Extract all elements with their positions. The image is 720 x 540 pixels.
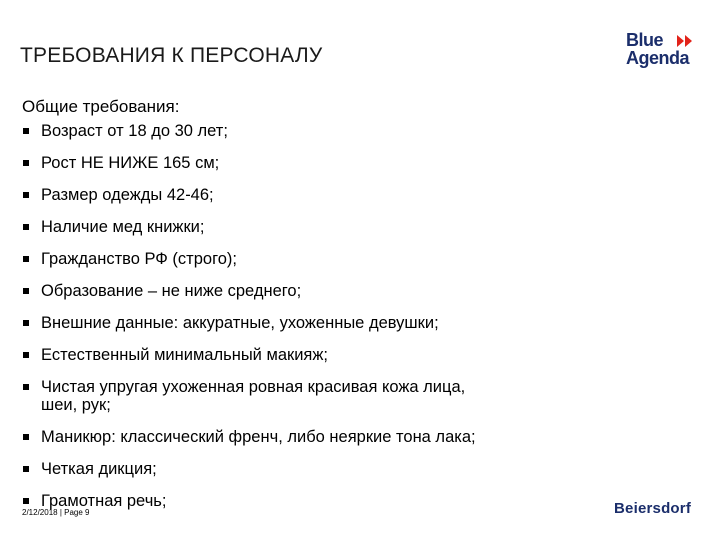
- list-item: [22, 378, 502, 414]
- list-item: [22, 282, 502, 300]
- bullet-icon: [23, 320, 29, 326]
- list-item-text: Маникюр: классический френч, либо неяркие тона лака;: [41, 428, 476, 446]
- bullet-icon: [23, 192, 29, 198]
- beiersdorf-logo: Beiersdorf: [614, 500, 692, 517]
- list-item: [22, 428, 502, 446]
- page-title: ТРЕБОВАНИЯ К ПЕРСОНАЛУ: [20, 44, 323, 67]
- list-item: [22, 186, 502, 204]
- bullet-icon: [23, 384, 29, 390]
- list-item: [22, 460, 502, 478]
- list-item: [22, 492, 502, 510]
- footer-date-page: 2/12/2018 | Page 9: [22, 508, 90, 517]
- bullet-icon: [23, 224, 29, 230]
- section-heading: Общие требования:: [22, 97, 180, 116]
- list-item-text: Образование – не ниже среднего;: [41, 282, 302, 300]
- list-item: [22, 122, 502, 140]
- list-item: [22, 250, 502, 268]
- list-item-text: Чистая упругая ухоженная ровная красивая кожа лица, шеи, рук;: [41, 378, 466, 414]
- blue-agenda-logo: [626, 31, 706, 71]
- logo-line-1: Blue: [626, 30, 664, 50]
- bullet-icon: [23, 288, 29, 294]
- list-item: [22, 346, 502, 364]
- requirements-list: [22, 122, 502, 524]
- list-item: [22, 218, 502, 236]
- bullet-icon: [23, 466, 29, 472]
- logo-line-2: Agenda: [626, 48, 690, 68]
- list-item-text: Естественный минимальный макияж;: [41, 346, 328, 364]
- list-item-text: Грамотная речь;: [41, 492, 167, 510]
- list-item-text: Гражданство РФ (строго);: [41, 250, 237, 268]
- bullet-icon: [23, 352, 29, 358]
- list-item-text: Внешние данные: аккуратные, ухоженные девушки;: [41, 314, 439, 332]
- bullet-icon: [23, 498, 29, 504]
- list-item-text: Четкая дикция;: [41, 460, 157, 478]
- list-item: [22, 154, 502, 172]
- bullet-icon: [23, 160, 29, 166]
- list-item-text: Рост НЕ НИЖЕ 165 см;: [41, 154, 220, 172]
- bullet-icon: [23, 128, 29, 134]
- bullet-icon: [23, 434, 29, 440]
- list-item-text: Возраст от 18 до 30 лет;: [41, 122, 228, 140]
- double-arrow-icon: [677, 35, 695, 47]
- list-item-text: Размер одежды 42-46;: [41, 186, 214, 204]
- list-item-text: Наличие мед книжки;: [41, 218, 205, 236]
- bullet-icon: [23, 256, 29, 262]
- list-item: [22, 314, 502, 332]
